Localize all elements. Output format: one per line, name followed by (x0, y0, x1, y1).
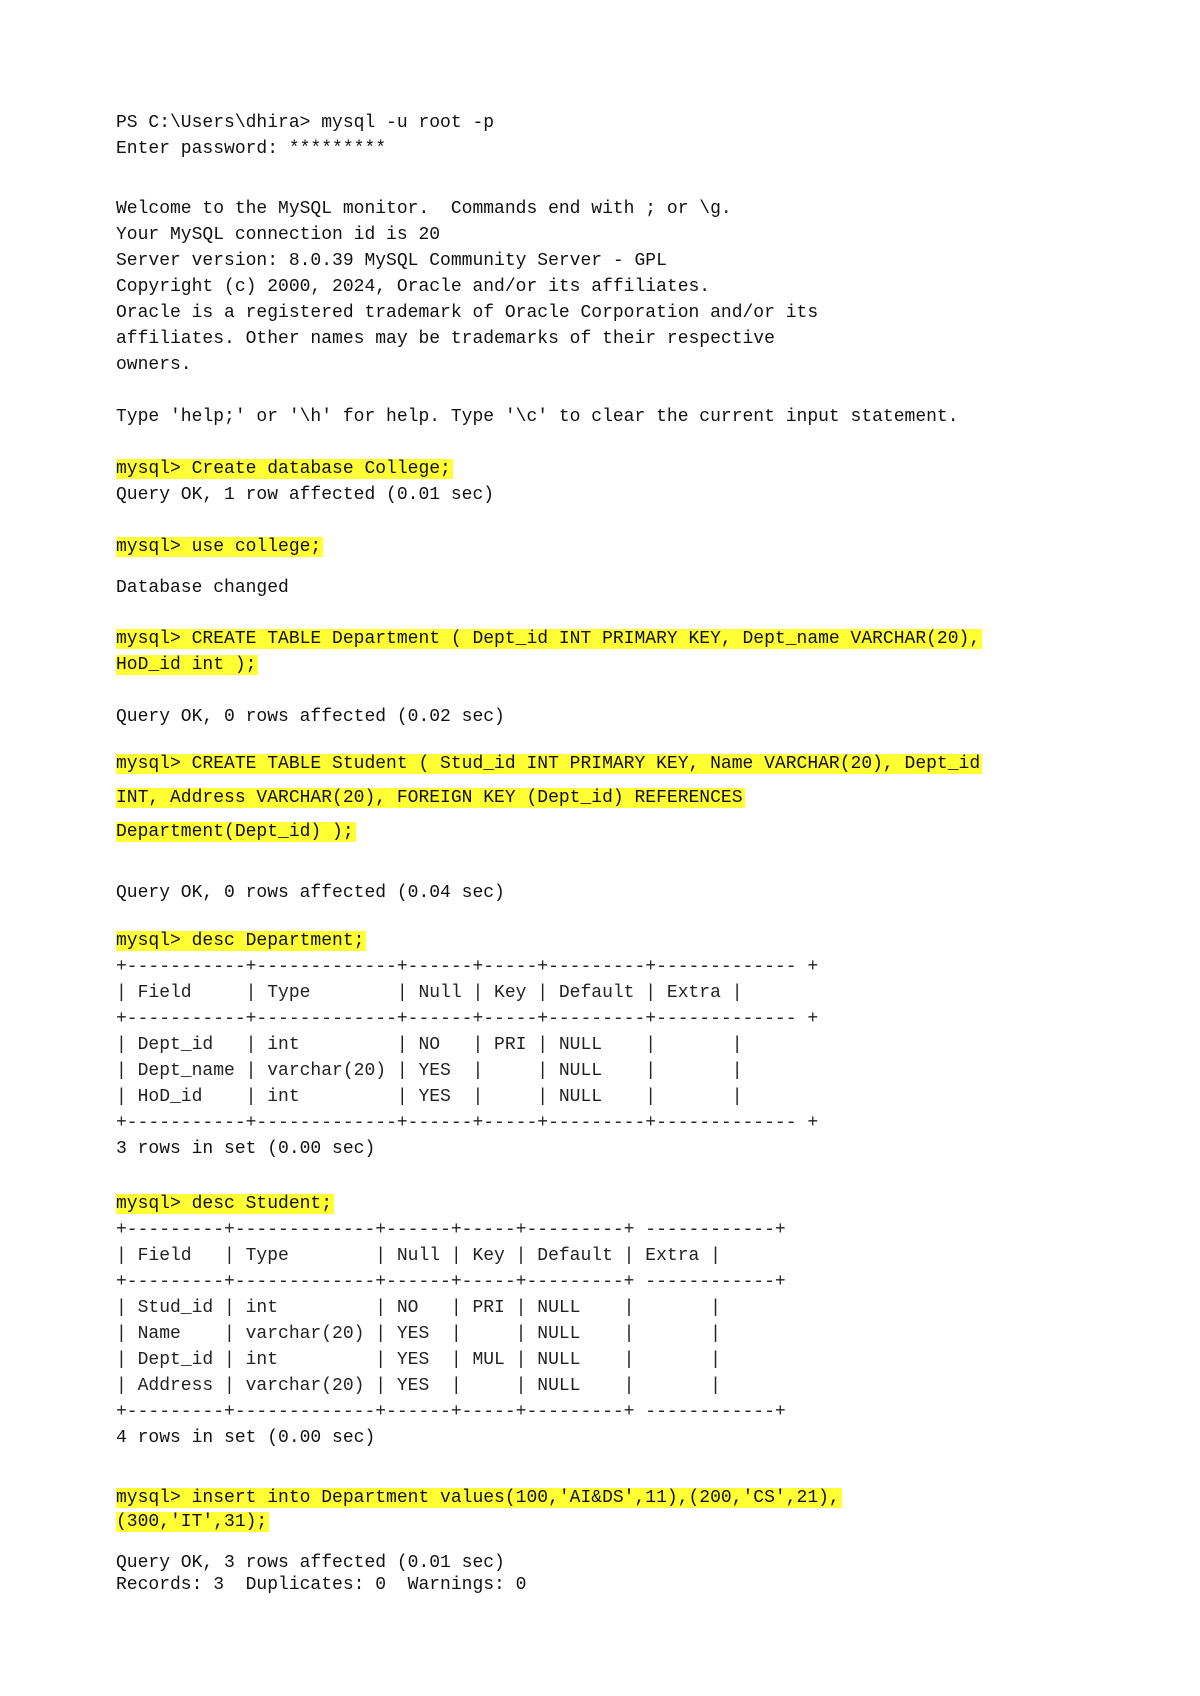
department-table-border: +-----------+-------------+------+-----+---------+------------- + (116, 1009, 819, 1029)
create-department-result: Query OK, 0 rows affected (0.02 sec) (116, 707, 505, 727)
create-department-command-line-1 (116, 628, 982, 650)
login-command: PS C:\Users\dhira> mysql -u root -p (116, 113, 495, 133)
desc-student-result: 4 rows in set (0.00 sec) (116, 1428, 376, 1448)
server-version-line: Server version: 8.0.39 MySQL Community Server - GPL (116, 251, 667, 271)
highlight: mysql> CREATE TABLE Department ( Dept_id INT PRIMARY KEY, Dept_name VARCHAR(20), (116, 629, 981, 649)
create-student-command-line-3 (116, 821, 356, 843)
department-table-row: | Dept_id | int | NO | PRI | NULL | | (116, 1035, 743, 1055)
highlight: mysql> CREATE TABLE Student ( Stud_id INT PRIMARY KEY, Name VARCHAR(20), Dept_id (116, 754, 981, 774)
department-table-row: | Dept_name | varchar(20) | YES | | NULL | | (116, 1061, 743, 1081)
highlight: mysql> desc Student; (116, 1194, 333, 1214)
student-table-row: | Name | varchar(20) | YES | | NULL | | (116, 1324, 721, 1344)
create-student-result: Query OK, 0 rows affected (0.04 sec) (116, 883, 505, 903)
department-table-header: | Field | Type | Null | Key | Default | Extra | (116, 983, 743, 1003)
department-table-border: +-----------+-------------+------+-----+---------+------------- + (116, 1113, 819, 1133)
insert-result-line-2: Records: 3 Duplicates: 0 Warnings: 0 (116, 1575, 527, 1595)
create-database-command (116, 458, 453, 480)
student-table-row: | Stud_id | int | NO | PRI | NULL | | (116, 1298, 721, 1318)
insert-command-line-1 (116, 1487, 842, 1509)
department-table-row: | HoD_id | int | YES | | NULL | | (116, 1087, 743, 1107)
welcome-line: Welcome to the MySQL monitor. Commands end with ; or \g. (116, 199, 732, 219)
insert-command-line-2 (116, 1511, 269, 1533)
connection-id-line: Your MySQL connection id is 20 (116, 225, 441, 245)
trademark-line-3: owners. (116, 355, 192, 375)
desc-department-result: 3 rows in set (0.00 sec) (116, 1139, 376, 1159)
highlight: mysql> desc Department; (116, 931, 365, 951)
student-table-border: +---------+-------------+------+-----+---------+ ------------+ (116, 1220, 786, 1240)
student-table-row: | Address | varchar(20) | YES | | NULL | | (116, 1376, 721, 1396)
department-table-border: +-----------+-------------+------+-----+---------+------------- + (116, 957, 819, 977)
highlight: mysql> Create database College; (116, 459, 451, 479)
create-database-result: Query OK, 1 row affected (0.01 sec) (116, 485, 495, 505)
copyright-line: Copyright (c) 2000, 2024, Oracle and/or its affiliates. (116, 277, 711, 297)
trademark-line-2: affiliates. Other names may be trademarks of their respective (116, 329, 775, 349)
highlight: mysql> insert into Department values(100,'AI&DS',11),(200,'CS',21), (116, 1488, 840, 1508)
use-database-result: Database changed (116, 578, 289, 598)
highlight: mysql> use college; (116, 537, 322, 557)
highlight: Department(Dept_id) ); (116, 822, 354, 842)
desc-student-command (116, 1193, 334, 1215)
create-student-command-line-1 (116, 753, 982, 775)
password-prompt: Enter password: ********* (116, 139, 387, 159)
student-table-border: +---------+-------------+------+-----+---------+ ------------+ (116, 1402, 786, 1422)
use-database-command (116, 536, 323, 558)
student-table-row: | Dept_id | int | YES | MUL | NULL | | (116, 1350, 721, 1370)
highlight: INT, Address VARCHAR(20), FOREIGN KEY (Dept_id) REFERENCES (116, 788, 743, 808)
student-table-border: +---------+-------------+------+-----+---------+ ------------+ (116, 1272, 786, 1292)
trademark-line-1: Oracle is a registered trademark of Oracle Corporation and/or its (116, 303, 819, 323)
student-table-header: | Field | Type | Null | Key | Default | Extra | (116, 1246, 721, 1266)
insert-result-line-1: Query OK, 3 rows affected (0.01 sec) (116, 1553, 505, 1573)
highlight: (300,'IT',31); (116, 1512, 268, 1532)
desc-department-command (116, 930, 366, 952)
highlight: HoD_id int ); (116, 655, 257, 675)
help-line: Type 'help;' or '\h' for help. Type '\c' to clear the current input statement. (116, 407, 959, 427)
create-student-command-line-2 (116, 787, 745, 809)
create-department-command-line-2 (116, 654, 258, 676)
